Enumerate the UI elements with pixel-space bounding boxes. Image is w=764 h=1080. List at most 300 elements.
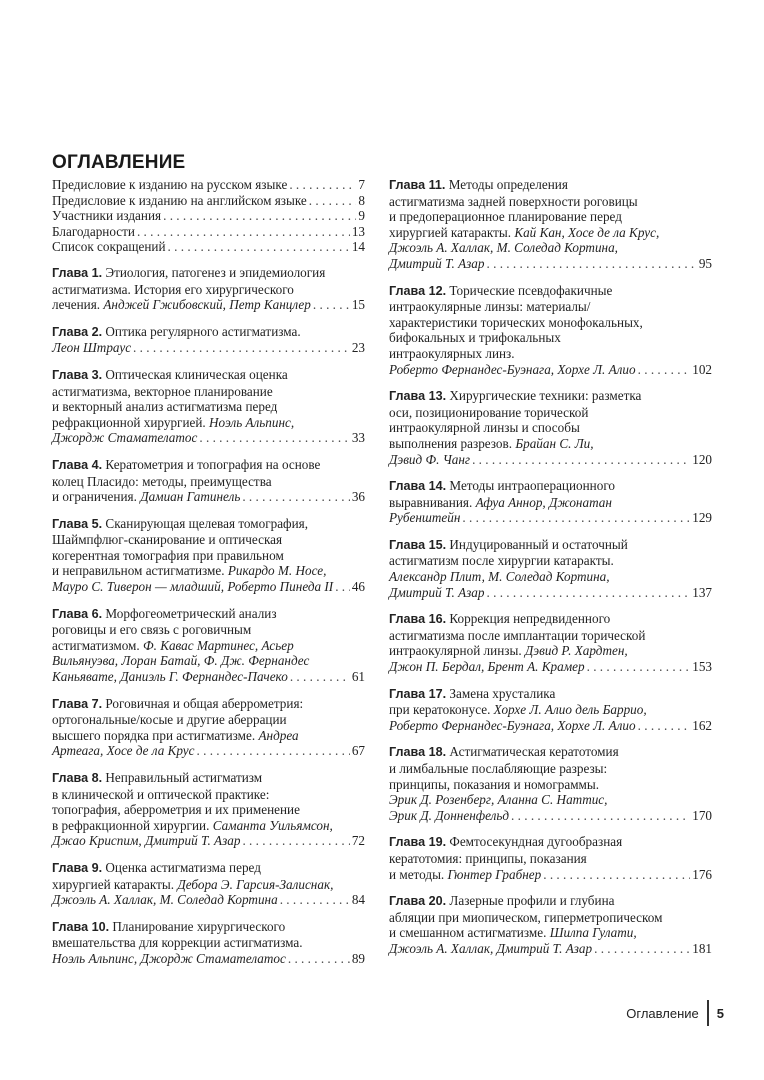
page-number: 9 <box>358 208 365 224</box>
chapter-title-line <box>52 516 365 533</box>
leader-dots <box>137 224 350 240</box>
chapter-title-text: когерентная томография при правильном <box>52 547 284 563</box>
front-matter-list <box>52 177 365 255</box>
chapter-title-text: оси, позиционирование торической <box>389 404 589 420</box>
chapter-authors: Джоэль А. Халлак, М. Соледад Кортина <box>52 892 278 908</box>
page-number: 153 <box>692 659 712 675</box>
chapter-label: Глава 9. <box>52 860 103 875</box>
chapter-title-text: астигматизма, векторное планирование <box>52 383 273 399</box>
chapter-title-line <box>389 495 712 511</box>
leader-dots <box>462 510 690 526</box>
chapter-title-text: принципы, показания и номограммы. <box>389 776 600 792</box>
chapter-title-line <box>389 420 712 436</box>
chapter-last-line <box>52 489 365 505</box>
page-number: 129 <box>692 510 712 526</box>
chapter-authors: Шилпа Гулати, <box>549 925 637 941</box>
chapter-title-text: астигматизмом. <box>52 637 143 653</box>
chapter-title-line <box>389 388 712 405</box>
toc-chapter-entry[interactable] <box>52 606 365 685</box>
leader-dots <box>133 340 350 356</box>
chapter-authors: Вильянуэва, Лоран Батай, Ф. Дж. Фернандес <box>52 653 310 669</box>
chapter-title-line <box>389 537 712 554</box>
chapter-title-line <box>389 553 712 569</box>
chapter-title-line <box>52 802 365 818</box>
chapter-last-text <box>389 659 585 675</box>
chapter-label: Глава 6. <box>52 606 103 621</box>
leader-dots <box>638 718 691 734</box>
toc-chapter-entry[interactable] <box>52 457 365 505</box>
chapter-title-text: Сканирующая щелевая томография, <box>105 515 309 531</box>
chapter-title-text: Оптика регулярного астигматизма. <box>105 323 301 339</box>
chapter-label: Глава 15. <box>389 537 447 552</box>
chapter-title-text: Торические псевдофакичные <box>449 282 613 298</box>
chapter-authors: Каньявате, Даниэль Г. Фернандес-Пачеко <box>52 669 288 685</box>
chapter-title-line <box>389 686 712 703</box>
chapter-authors: Кай Кан, Хосе де ла Крус, <box>514 224 660 240</box>
toc-chapter-entry[interactable] <box>389 744 712 823</box>
chapter-authors: Дмитрий Т. Азар <box>389 584 485 600</box>
footer-divider <box>707 1000 709 1026</box>
chapter-title-text: и лимбальные послабляющие разрезы: <box>389 761 608 776</box>
chapter-title-line <box>52 728 365 744</box>
chapter-label: Глава 5. <box>52 516 103 531</box>
chapter-title-line <box>389 405 712 421</box>
chapter-authors: Рубенштейн <box>389 510 461 526</box>
toc-chapter-entry[interactable] <box>389 283 712 378</box>
toc-chapter-entry[interactable] <box>52 265 365 313</box>
leader-dots <box>242 489 349 505</box>
chapter-authors: Джоэль А. Халлак, М. Соледад Кортина, <box>389 240 618 256</box>
chapter-authors: Ноэль Альпинс, <box>209 414 295 430</box>
chapter-authors: Джоэль А. Халлак, Дмитрий Т. Азар <box>389 940 593 956</box>
chapter-last-line <box>389 362 712 378</box>
chapter-title-text: Замена хрусталика <box>449 685 556 701</box>
chapter-last-text <box>389 585 485 601</box>
entry-title: Список сокращений <box>52 239 166 255</box>
leader-dots <box>280 892 350 908</box>
chapter-last-text <box>389 808 509 824</box>
chapter-last-text <box>52 743 195 759</box>
chapter-title-line <box>389 330 712 346</box>
chapter-title-text: Роговичная и общая аберрометрия: <box>105 695 304 711</box>
page-number: 84 <box>351 892 365 908</box>
chapter-title-line <box>389 761 712 777</box>
chapter-title-text: и векторный анализ астигматизма перед <box>52 399 278 415</box>
chapter-title-line <box>52 324 365 341</box>
toc-chapter-entry[interactable] <box>389 177 712 272</box>
chapter-last-text <box>52 430 197 446</box>
leader-dots <box>487 585 691 601</box>
chapter-authors: Дамиан Гатинель <box>140 489 241 505</box>
chapter-title-line <box>52 563 365 579</box>
chapter-label: Глава 12. <box>389 283 447 298</box>
chapter-last-text <box>52 669 288 685</box>
chapter-title-line <box>389 346 712 362</box>
toc-chapter-entry[interactable] <box>389 537 712 600</box>
chapter-last-line <box>52 833 365 849</box>
chapter-title-text: выравнивания. <box>389 494 476 510</box>
chapter-title-text: Оптическая клиническая оценка <box>105 366 288 382</box>
chapter-title-line <box>52 770 365 787</box>
footer-page-number: 5 <box>716 1005 724 1021</box>
page-number: 170 <box>692 807 712 823</box>
chapter-label: Глава 16. <box>389 612 447 627</box>
page-number: 72 <box>351 833 365 849</box>
chapter-title-text: рефракционной хирургией. <box>52 414 210 430</box>
chapter-title-line <box>389 925 712 941</box>
chapter-last-line <box>389 808 712 824</box>
chapter-title-text: астигматизма задней поверхности роговицы <box>389 193 638 209</box>
chapter-last-line <box>389 510 712 526</box>
page-number: 67 <box>351 743 365 759</box>
page-number: 137 <box>692 584 712 600</box>
chapter-title-text: Морфогеометрический анализ <box>105 605 277 621</box>
chapter-title-text: Хирургические техники: разметка <box>449 388 642 404</box>
leader-dots <box>199 430 349 446</box>
page-number: 46 <box>351 579 365 595</box>
chapter-last-text <box>52 892 278 908</box>
page-number: 95 <box>698 255 712 271</box>
toc-chapter-entry[interactable] <box>52 367 365 446</box>
leader-dots <box>587 659 691 675</box>
chapter-last-text <box>389 256 485 272</box>
chapter-title-line <box>389 910 712 926</box>
chapter-title-text: Оценка астигматизма перед <box>105 859 261 875</box>
leader-dots <box>594 941 690 957</box>
chapter-title-text: Кератометрия и топография на основе <box>105 456 321 472</box>
chapter-last-text <box>52 579 333 595</box>
chapter-last-text <box>52 297 311 313</box>
page-number: 8 <box>358 192 365 208</box>
chapter-authors: Эрик Д. Розенберг, Аланна С. Наттис, <box>389 792 608 808</box>
chapter-authors: Джордж Стамателатос <box>52 430 198 446</box>
chapter-last-text <box>389 362 636 378</box>
leader-dots <box>487 256 697 272</box>
chapter-title-text: при кератоконусе. <box>389 702 494 718</box>
chapter-title-text: хирургией катаракты. <box>52 876 178 892</box>
chapter-title-line <box>52 696 365 713</box>
page-footer <box>626 1000 724 1026</box>
page-number: 14 <box>351 239 365 255</box>
leader-dots <box>168 239 350 255</box>
chapter-authors: Роберто Фернандес-Буэнага, Хорхе Л. Алио <box>389 717 636 733</box>
chapter-title-line <box>52 367 365 384</box>
chapter-title-line <box>389 611 712 628</box>
chapter-title-text: и неправильном астигматизме. <box>52 563 228 579</box>
chapter-label: Глава 11. <box>389 178 446 192</box>
chapter-authors: Эрик Д. Донненфельд <box>389 807 510 823</box>
chapter-title-text: Шаймпфлюг-сканирование и оптическая <box>52 532 283 548</box>
chapter-last-line <box>52 892 365 908</box>
chapter-title-line <box>389 643 712 659</box>
chapter-title-line <box>389 744 712 761</box>
page-number: 162 <box>692 717 712 733</box>
chapter-authors: Леон Штраус <box>52 340 132 356</box>
chapter-title-text: лечения. <box>52 297 104 313</box>
leader-dots <box>290 669 350 685</box>
chapter-title-text: роговицы и его связь с роговичным <box>52 622 252 638</box>
chapter-last-line <box>389 659 712 675</box>
toc-chapter-entry[interactable] <box>389 686 712 734</box>
page-number: 89 <box>351 950 365 966</box>
chapter-title-line <box>389 283 712 300</box>
footer-section-title: Оглавление <box>626 1005 699 1021</box>
chapter-title-line <box>389 436 712 452</box>
page-number: 61 <box>351 669 365 685</box>
chapter-authors: Ф. Кавас Мартинес, Асьер <box>143 637 294 653</box>
chapter-last-line <box>52 297 365 313</box>
chapter-authors: Александр Плит, М. Соледад Кортина, <box>389 569 610 585</box>
toc-chapter-entry[interactable] <box>52 770 365 849</box>
chapter-title-text: бифокальных и трифокальных <box>389 330 561 346</box>
chapter-last-line <box>389 585 712 601</box>
chapter-title-text: Коррекция непредвиденного <box>449 611 611 627</box>
page-number: 120 <box>692 451 712 467</box>
chapter-list <box>52 265 365 967</box>
chapter-title-text: Методы интраоперационного <box>449 478 616 494</box>
leader-dots <box>242 833 349 849</box>
leader-dots <box>638 362 691 378</box>
toc-chapter-entry[interactable] <box>389 834 712 882</box>
chapter-title-line <box>52 384 365 400</box>
chapter-last-line <box>389 941 712 957</box>
chapter-last-text <box>52 951 286 967</box>
leader-dots <box>288 951 350 967</box>
chapter-label: Глава 7. <box>52 696 103 711</box>
chapter-title-line <box>52 818 365 834</box>
chapter-title-line <box>389 177 712 194</box>
chapter-last-line <box>389 718 712 734</box>
chapter-title-text: Этиология, патогенез и эпидемиология <box>105 264 326 280</box>
chapter-title-line <box>52 532 365 548</box>
page-number: 102 <box>692 361 712 377</box>
chapter-title-line <box>52 935 365 951</box>
chapter-title-line <box>389 851 712 867</box>
toc-chapter-entry[interactable] <box>52 919 365 967</box>
chapter-label: Глава 14. <box>389 479 447 494</box>
leader-dots <box>313 297 350 313</box>
chapter-title-line <box>52 638 365 654</box>
chapter-title-text: интраокулярные линзы: материалы/ <box>389 299 591 315</box>
chapter-title-line <box>389 194 712 210</box>
chapter-authors: Джао Криспим, Дмитрий Т. Азар <box>52 833 241 849</box>
chapter-authors: Хорхе Л. Алио дель Баррио, <box>493 702 647 718</box>
chapter-title-line <box>389 702 712 718</box>
chapter-title-text: выполнения разрезов. <box>389 435 516 451</box>
chapter-last-text <box>52 833 240 849</box>
chapter-title-line <box>52 399 365 415</box>
chapter-label: Глава 13. <box>389 389 447 404</box>
chapter-label: Глава 19. <box>389 835 447 850</box>
chapter-title-text: Фемтосекундная дугообразная <box>449 834 623 850</box>
chapter-authors: Мауро С. Тиверон — младший, Роберто Пинеда II <box>52 579 334 595</box>
chapter-title-line <box>389 777 712 793</box>
chapter-title-text: кератотомия: принципы, показания <box>389 850 587 866</box>
chapter-last-line <box>52 743 365 759</box>
chapter-title-line <box>52 548 365 564</box>
page-number: 176 <box>692 866 712 882</box>
chapter-title-line <box>52 860 365 877</box>
chapter-title-line <box>52 787 365 803</box>
chapter-title-line <box>389 478 712 495</box>
chapter-title-text: колец Пласидо: методы, преимущества <box>52 473 272 489</box>
chapter-title-line <box>52 919 365 936</box>
leader-dots <box>163 208 356 224</box>
chapter-title-text: интраокулярной линзы и способы <box>389 420 580 436</box>
chapter-title-line <box>52 877 365 893</box>
chapter-authors: Афуа Аннор, Джонатан <box>475 494 612 510</box>
chapter-title-text: в клинической и оптической практике: <box>52 786 270 802</box>
chapter-last-text <box>52 489 240 505</box>
leader-dots <box>472 452 690 468</box>
chapter-authors: Брайан С. Ли, <box>515 435 594 451</box>
chapter-label: Глава 18. <box>389 745 447 760</box>
page-number: 13 <box>351 223 365 239</box>
chapter-title-line <box>52 622 365 638</box>
chapter-last-line <box>52 951 365 967</box>
chapter-title-text: Неправильный астигматизм <box>105 770 263 785</box>
chapter-title-text: и методы. <box>389 866 448 882</box>
chapter-label: Глава 4. <box>52 457 103 472</box>
toc-entry[interactable] <box>52 177 365 193</box>
chapter-label: Глава 3. <box>52 367 103 382</box>
chapter-label: Глава 2. <box>52 324 103 339</box>
chapter-authors: Дебора Э. Гарсия-Залиснак, <box>177 876 334 892</box>
chapter-title-line <box>52 415 365 431</box>
page-title: ОГЛАВЛЕНИЕ <box>52 152 186 173</box>
chapter-list <box>389 177 712 957</box>
chapter-title-line <box>52 474 365 490</box>
toc-chapter-entry[interactable] <box>52 324 365 356</box>
entry-title: Предисловие к изданию на английском языке <box>52 192 307 208</box>
toc-chapter-entry[interactable] <box>389 388 712 467</box>
chapter-title-text: Индуцированный и остаточный <box>449 536 628 552</box>
chapter-title-text: астигматизм после хирургии катаракты. <box>389 553 614 569</box>
chapter-authors: Джон П. Бердал, Брент А. Крамер <box>389 659 585 675</box>
chapter-authors: Андреа <box>258 727 299 743</box>
chapter-title-text: характеристики торических монофокальных, <box>389 314 643 330</box>
leader-dots <box>543 867 690 883</box>
chapter-authors: Дмитрий Т. Азар <box>389 255 485 271</box>
chapter-last-text <box>389 510 460 526</box>
toc-chapter-entry[interactable] <box>389 478 712 526</box>
page-number: 23 <box>351 340 365 356</box>
chapter-title-text: в рефракционной хирургии. <box>52 817 213 833</box>
toc-chapter-entry[interactable] <box>52 516 365 595</box>
chapter-last-text <box>52 340 131 356</box>
chapter-authors: Дэвид Ф. Чанг <box>389 451 471 467</box>
chapter-title-line <box>389 225 712 241</box>
chapter-title-text: Лазерные профили и глубина <box>449 893 615 909</box>
chapter-last-text <box>389 867 541 883</box>
toc-entry[interactable] <box>52 224 365 240</box>
chapter-title-text: астигматизма после имплантации торической <box>389 627 646 643</box>
chapter-label: Глава 17. <box>389 686 447 701</box>
chapter-title-line <box>389 628 712 644</box>
chapter-authors: Дэвид Р. Хардтен, <box>524 643 628 659</box>
chapter-title-line <box>389 315 712 331</box>
chapter-last-text <box>389 452 470 468</box>
chapter-authors: Роберто Фернандес-Буэнага, Хорхе Л. Алио <box>389 361 636 377</box>
chapter-authors: Рикардо М. Носе, <box>227 563 327 579</box>
chapter-label: Глава 10. <box>52 919 110 934</box>
chapter-title-text: Астигматическая кератотомия <box>449 744 619 760</box>
entry-title: Предисловие к изданию на русском языке <box>52 177 288 192</box>
toc-chapter-entry[interactable] <box>389 611 712 674</box>
chapter-title-line <box>389 209 712 225</box>
leader-dots <box>511 808 690 824</box>
chapter-last-line <box>52 340 365 356</box>
chapter-title-line <box>52 457 365 474</box>
leader-dots <box>289 177 356 193</box>
entry-title: Благодарности <box>52 223 135 239</box>
chapter-title-line <box>389 299 712 315</box>
chapter-title-text: Планирование хирургического <box>112 918 286 934</box>
chapter-authors: Артеага, Хосе де ла Крус <box>52 743 195 759</box>
chapter-title-line <box>52 282 365 298</box>
chapter-title-text: и смешанном астигматизме. <box>389 925 550 941</box>
page-number: 7 <box>358 177 365 192</box>
page-number: 33 <box>351 430 365 446</box>
chapter-title-line <box>52 265 365 282</box>
page-number: 36 <box>351 489 365 505</box>
chapter-title-line <box>52 606 365 623</box>
chapter-authors: Саманта Уильямсон, <box>212 817 333 833</box>
chapter-title-text: ортогональные/косые и другие аберрации <box>52 712 287 728</box>
chapter-title-text: астигматизма. История его хирургического <box>52 281 294 297</box>
chapter-title-text: абляции при миопическом, гиперметропическом <box>389 909 663 925</box>
chapter-last-line <box>52 430 365 446</box>
chapter-label: Глава 1. <box>52 265 103 280</box>
chapter-authors: Ноэль Альпинс, Джордж Стамателатос <box>52 950 286 966</box>
chapter-last-line <box>389 256 712 272</box>
chapter-title-line <box>52 712 365 728</box>
leader-dots <box>335 579 350 595</box>
chapter-last-text <box>389 718 636 734</box>
chapter-title-text: и ограничения. <box>52 489 141 505</box>
entry-title: Участники издания <box>52 208 162 224</box>
chapter-last-line <box>52 669 365 685</box>
toc-entry[interactable] <box>52 208 365 224</box>
chapter-title-text: высшего порядка при астигматизме. <box>52 727 259 743</box>
chapter-last-line <box>52 579 365 595</box>
chapter-title-text: вмешательства для коррекции астигматизма. <box>52 935 303 951</box>
chapter-label: Глава 8. <box>52 771 103 785</box>
chapter-last-line <box>389 452 712 468</box>
chapter-authors: Анджей Гжибовский, Петр Канцлер <box>103 297 311 313</box>
chapter-label: Глава 20. <box>389 894 447 909</box>
leader-dots <box>197 743 350 759</box>
page-number: 181 <box>692 940 712 956</box>
toc-column-left <box>52 177 365 978</box>
chapter-title-text: топография, аберрометрия и их применение <box>52 802 300 818</box>
leader-dots <box>309 193 357 209</box>
page-number: 15 <box>351 297 365 313</box>
chapter-authors: Гюнтер Грабнер <box>447 866 542 882</box>
chapter-title-line <box>389 893 712 910</box>
toc-entry[interactable] <box>52 239 365 255</box>
toc-chapter-entry[interactable] <box>52 860 365 908</box>
toc-chapter-entry[interactable] <box>389 893 712 956</box>
chapter-title-line <box>389 834 712 851</box>
toc-column-right <box>389 177 712 968</box>
toc-chapter-entry[interactable] <box>52 696 365 759</box>
toc-entry[interactable] <box>52 193 365 209</box>
chapter-last-text <box>389 941 592 957</box>
chapter-title-text: хирургией катаракты. <box>389 224 515 240</box>
chapter-title-text: интраокулярных линз. <box>389 345 515 361</box>
chapter-last-line <box>389 867 712 883</box>
